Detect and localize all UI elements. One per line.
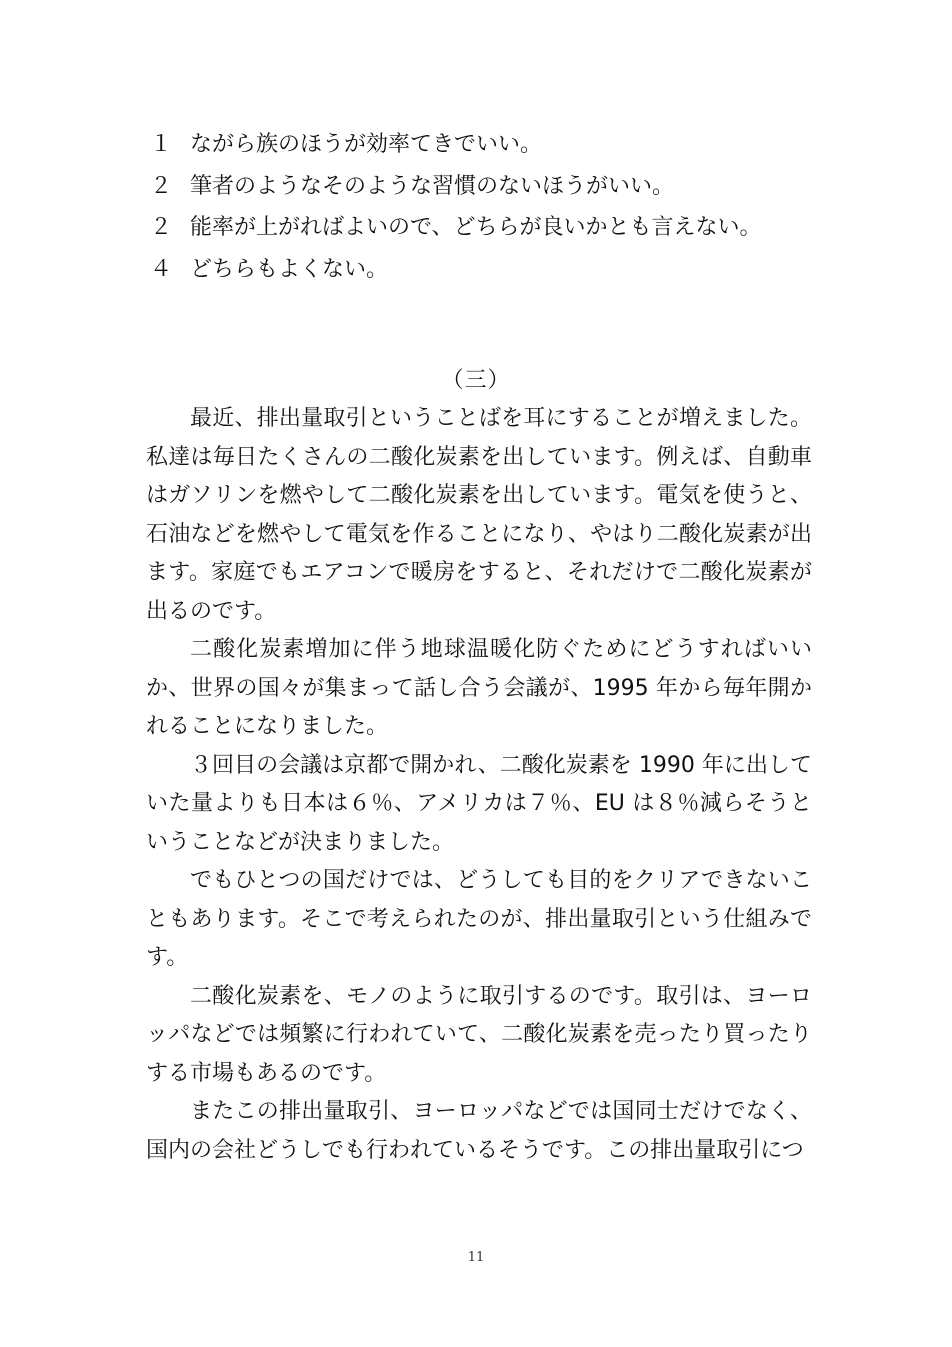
option-text: ながら族のほうが効率てきでいい。 (190, 132, 543, 157)
option-number: ４ (150, 256, 173, 282)
option-number: １ (150, 132, 173, 157)
paragraph: 最近、排出量取引ということばを耳にすることが増えました。私達は毎日たくさんの二酸化炭素を出しています。例えば、自動車はガソリンを燃やして二酸化炭素を出しています。電気を使うと、石油などを燃やして電気を作ることになり、やはり二酸化炭素が出ます。家庭でもエアコンで暖房をすると、それだけで二酸化炭素が出るのです。 (146, 406, 812, 624)
answer-option-2 (150, 166, 830, 208)
option-text: 能率が上がればよいので、どちらが良いかとも言えない。 (190, 215, 762, 240)
option-number: ２ (150, 173, 173, 199)
answer-option-4 (150, 249, 830, 291)
article-body (146, 400, 812, 1170)
option-text: 筆者のようなそのような習慣のないほうがいい。 (190, 173, 675, 199)
answer-option-3 (150, 207, 830, 249)
paragraph: 二酸化炭素を、モノのように取引するのです。取引は、ヨーロッパなどでは頻繁に行われていて、二酸化炭素を売ったり買ったりする市場もあるのです。 (146, 983, 812, 1086)
option-text: どちらもよくない。 (190, 256, 389, 282)
page-number: 11 (467, 1250, 485, 1265)
paragraph: ３回目の会議は京都で開かれ、二酸化炭素を 1990 年に出していた量よりも日本は６％、アメリカは７％、EU は８％減らそうということなどが決まりました。 (146, 752, 812, 855)
answer-option-1 (150, 124, 830, 166)
paragraph: でもひとつの国だけでは、どうしても目的をクリアできないこともあります。そこで考えられたのが、排出量取引という仕組みです。 (146, 868, 812, 970)
paragraph: 二酸化炭素増加に伴う地球温暖化防ぐためにどうすればいいか、世界の国々が集まって話し合う会議が、1995 年から毎年開かれることになりました。 (146, 637, 812, 739)
section-title: （三） (441, 368, 511, 393)
answer-options (150, 124, 830, 290)
paragraph: またこの排出量取引、ヨーロッパなどでは国同士だけでなく、国内の会社どうしでも行われているそうです。この排出量取引につ (146, 1099, 812, 1163)
option-number: ２ (150, 215, 173, 240)
